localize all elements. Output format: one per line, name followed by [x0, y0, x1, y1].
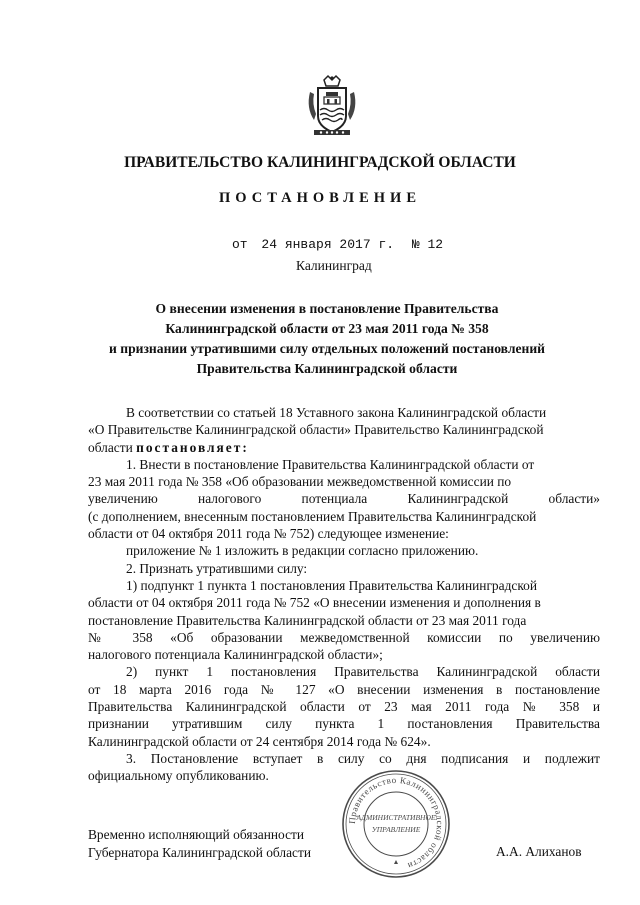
signature-position-line: Временно исполняющий обязанности: [88, 827, 305, 842]
body-line: «О Правительстве Калининградской области» Правительство Калининградской: [88, 422, 544, 438]
body-line: 1. Внести в постановление Правительства Калининградской области от: [126, 456, 535, 472]
resolution-keyword: постановляет:: [136, 439, 249, 455]
document-city: Калининград: [296, 258, 372, 273]
signatory-name: А.А. Алиханов: [496, 844, 582, 859]
body-line: области от 04 октября 2011 года № 752) следующее изменение:: [88, 526, 449, 542]
document-type: ПОСТАНОВЛЕНИЕ: [218, 190, 421, 206]
body-line: Калининградской области от 24 сентября 2014 года № 624».: [88, 733, 431, 749]
date-prefix: от: [232, 237, 248, 252]
body-line: увеличению налогового потенциала Калининградской области»: [88, 491, 600, 507]
official-seal-icon: [340, 768, 452, 880]
subject-line: Калининградской области от 23 мая 2011 года № 358: [165, 321, 489, 336]
body-line: признании утратившим силу пункта 1 постановления Правительства: [88, 716, 600, 732]
document-subject: [104, 299, 550, 379]
body-line: 3. Постановление вступает в силу со дня подписания и подлежит: [126, 750, 600, 766]
body-line: Правительства Калининградской области от 23 мая 2011 года № 358 и: [88, 699, 600, 715]
body-line: официальному опубликованию.: [88, 768, 269, 784]
svg-text:Правительство Калининградской: [347, 775, 445, 871]
signature-position: [88, 826, 311, 862]
body-text: области: [88, 439, 133, 455]
subject-line: О внесении изменения в постановление Правительства: [155, 301, 499, 316]
body-line: постановление Правительства Калининградской области от 23 мая 2011 года: [88, 612, 527, 628]
body-line: 2. Признать утратившими силу:: [126, 560, 308, 576]
coat-of-arms-icon: [304, 74, 360, 138]
body-line: приложение № 1 изложить в редакции согласно приложению.: [126, 543, 479, 559]
seal-center-text: УПРАВЛЕНИЕ: [371, 825, 421, 834]
body-line: налогового потенциала Калининградской области»;: [88, 647, 383, 663]
body-line: 1) подпункт 1 пункта 1 постановления Правительства Калининградской: [126, 577, 538, 593]
document-date: 24 января 2017 г.: [261, 237, 395, 252]
body-line: 23 мая 2011 года № 358 «Об образовании межведомственной комиссии по: [88, 474, 512, 490]
signature-position-line: Губернатора Калининградской области: [88, 845, 311, 860]
seal-center-text: АДМИНИСТРАТИВНОЕ: [356, 813, 436, 822]
body-line: В соответствии со статьей 18 Уставного закона Калининградской области: [126, 405, 547, 420]
document-number: № 12: [411, 237, 444, 252]
body-line: 2) пункт 1 постановления Правительства Калининградской области: [126, 664, 600, 680]
government-title: ПРАВИТЕЛЬСТВО КАЛИНИНГРАДСКОЙ ОБЛАСТИ: [124, 154, 516, 171]
seal-ring-text: Правительство Калининградской области: [346, 774, 446, 872]
subject-line: Правительства Калининградской области: [196, 361, 458, 376]
document-body: [88, 404, 600, 785]
body-line: [88, 439, 600, 456]
body-line: (с дополнением, внесенным постановлением Правительства Калининградской: [88, 508, 537, 524]
body-line: от 18 марта 2016 года № 127 «О внесении изменения в постановление: [88, 681, 600, 697]
body-line: области от 04 октября 2011 года № 752 «О внесении изменения и дополнения в: [88, 595, 541, 611]
subject-line: и признании утратившими силу отдельных положений постановлений: [109, 341, 545, 356]
date-line: [232, 237, 443, 252]
body-line: № 358 «Об образовании межведомственной комиссии по увеличению: [88, 629, 600, 645]
